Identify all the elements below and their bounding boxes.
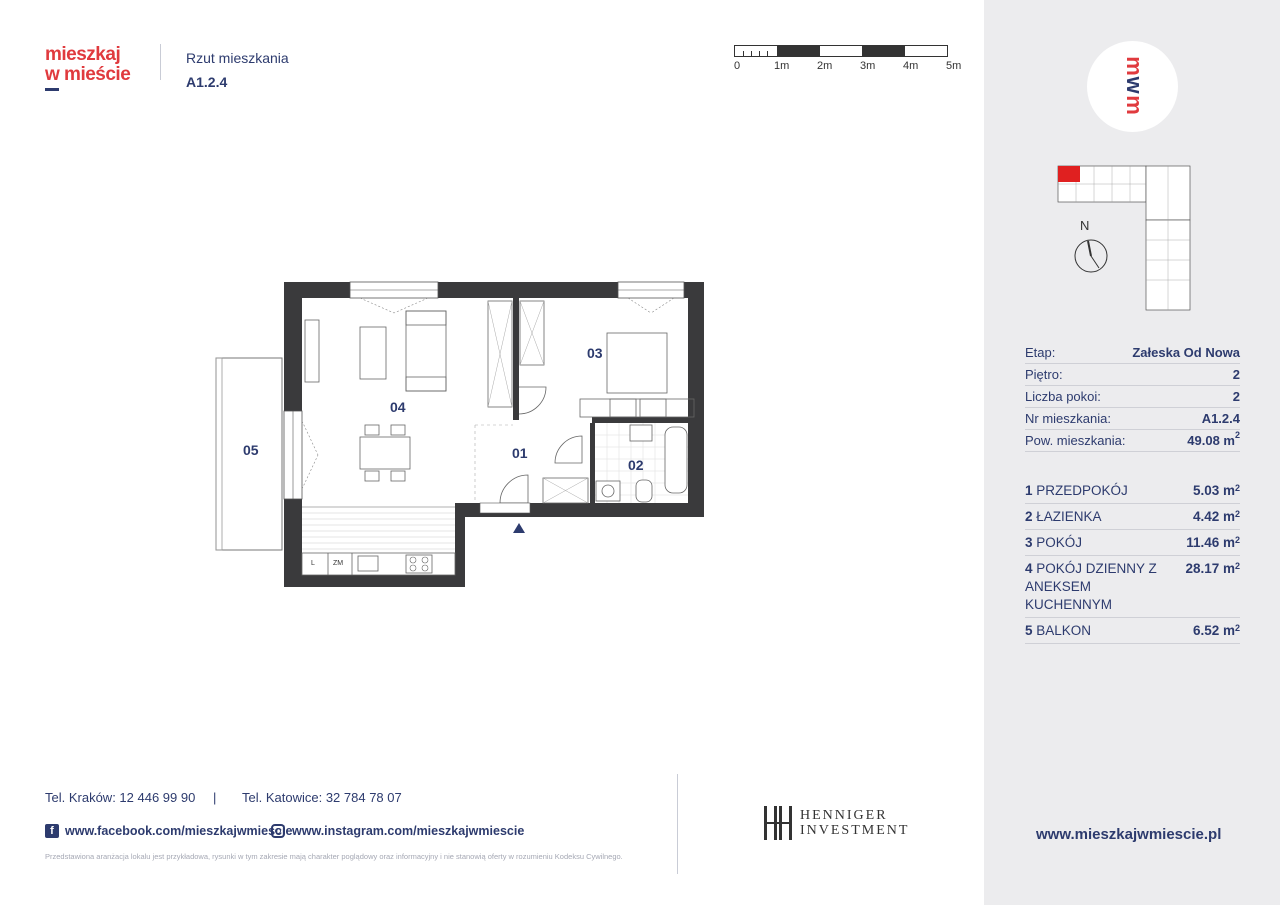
room-area-exponent: 2 (1234, 483, 1240, 493)
floor-plan-drawing (210, 275, 710, 595)
room-name: PRZEDPOKÓJ (1036, 483, 1128, 498)
info-value: 2 (1232, 389, 1240, 404)
info-row-floor (1025, 364, 1240, 386)
phone-katowice[interactable]: Tel. Katowice: 32 784 78 07 (242, 790, 402, 805)
room-area: 6.52 m (1192, 623, 1235, 638)
dining-table (360, 437, 410, 469)
key-plan (1056, 160, 1196, 320)
compass-north-label: N (1080, 218, 1090, 233)
room-number-04: 04 (390, 399, 406, 415)
room-index: 1 (1025, 483, 1033, 498)
partner-name-line2: INVESTMENT (800, 823, 910, 838)
sidebar (984, 0, 1280, 905)
partner-name-line1: HENNIGER (800, 808, 888, 823)
info-value: Załeska Od Nowa (1132, 345, 1240, 360)
brand-word-1: mieszkaj (45, 44, 121, 65)
henniger-logo (762, 806, 909, 840)
scale-label: 3m (860, 60, 876, 72)
area-unit-exponent: 2 (1234, 430, 1240, 440)
info-value (1187, 430, 1240, 448)
room-area: 4.42 m (1192, 509, 1235, 524)
room-area-exponent: 2 (1234, 509, 1240, 519)
scale-segment-2 (820, 46, 863, 56)
info-label: Piętro: (1025, 367, 1063, 382)
room-row (1025, 504, 1240, 530)
logo-letter: w (1122, 76, 1147, 94)
scale-label: 0 (734, 60, 741, 72)
room-name: POKÓJ (1036, 535, 1083, 550)
scale-label: 5m (946, 60, 962, 72)
room-row (1025, 530, 1240, 556)
key-plan-drawing (1056, 160, 1196, 320)
info-row-stage (1025, 342, 1240, 364)
bed (607, 333, 667, 393)
instagram-url: www.instagram.com/mieszkajwmiescie (292, 824, 525, 838)
instagram-icon (271, 824, 285, 838)
room-number-02: 02 (628, 457, 644, 473)
room-index: 3 (1025, 535, 1033, 550)
room-area-exponent: 2 (1234, 623, 1240, 633)
header-divider (160, 44, 161, 80)
room-name: POKÓJ DZIENNY Z ANEKSEM KUCHENNYM (1025, 561, 1157, 612)
phone-separator: | (213, 790, 217, 805)
brand-word-2: w mieście (45, 64, 131, 85)
disclaimer: Przedstawiona aranżacja lokalu jest przykładowa, rysunki w tym zakresie mają charakter poglądowy oraz informacyjny i nie stanowią oferty w rozumieniu Kodeksu Cywilnego. (45, 852, 623, 861)
room-index: 4 (1025, 561, 1033, 576)
info-row-rooms (1025, 386, 1240, 408)
room-name: ŁAZIENKA (1036, 509, 1102, 524)
room-number-05: 05 (243, 442, 259, 458)
logo-letter: m (1122, 56, 1147, 76)
facebook-url: www.facebook.com/mieszkajwmiescie (65, 824, 293, 838)
room-number-01: 01 (512, 445, 528, 461)
room-number-03: 03 (587, 345, 603, 361)
room-area: 5.03 m (1192, 483, 1235, 498)
info-row-area (1025, 430, 1240, 452)
facebook-link[interactable] (45, 822, 292, 840)
entrance-door (500, 475, 528, 503)
bedroom-door (519, 387, 546, 414)
room-list (1025, 478, 1240, 644)
room-area-exponent: 2 (1234, 535, 1240, 545)
scale-labels (728, 60, 968, 74)
room-area: 28.17 m (1185, 561, 1235, 576)
room-name: BALKON (1036, 623, 1092, 638)
info-label: Nr mieszkania: (1025, 411, 1111, 426)
footer-divider (677, 774, 678, 874)
scale-segment-1 (778, 46, 821, 56)
website-link[interactable]: www.mieszkajwmiescie.pl (1036, 826, 1222, 843)
kitchen-label-l: L (311, 560, 315, 567)
washbasin (630, 425, 652, 441)
key-plan-highlight (1058, 166, 1080, 182)
info-label: Etap: (1025, 345, 1056, 360)
room-index: 2 (1025, 509, 1033, 524)
kitchen-label-zm: ZM (333, 560, 344, 567)
entrance-arrow (513, 523, 525, 533)
instagram-link[interactable] (271, 822, 524, 840)
washing-machine (596, 481, 620, 501)
scale-bar (734, 45, 948, 57)
toilet (636, 480, 652, 502)
floor-plan (210, 275, 710, 595)
room-index: 5 (1025, 623, 1033, 638)
room-area-exponent: 2 (1234, 561, 1240, 571)
room-row (1025, 478, 1240, 504)
info-row-number (1025, 408, 1240, 430)
scale-label: 4m (903, 60, 919, 72)
info-value: A1.2.4 (1201, 411, 1240, 426)
scale-segment-3 (863, 46, 906, 56)
brand-underline (45, 88, 59, 91)
plan-code: A1.2.4 (186, 74, 228, 90)
henniger-monogram-icon (762, 806, 794, 840)
info-value: 2 (1232, 367, 1240, 382)
bathtub (665, 427, 687, 493)
scale-label: 2m (817, 60, 833, 72)
scale-label: 1m (774, 60, 790, 72)
info-label: Pow. mieszkania: (1025, 433, 1126, 448)
kitchen-floor-lines (302, 513, 455, 549)
logo-letter: m (1122, 95, 1147, 115)
sofa (406, 311, 446, 391)
info-label: Liczba pokoi: (1025, 389, 1101, 404)
apartment-info (1025, 342, 1240, 452)
mwm-logo (1087, 41, 1178, 132)
room-row (1025, 618, 1240, 644)
phone-krakow[interactable]: Tel. Kraków: 12 446 99 90 (45, 790, 196, 805)
scale-segment-0 (735, 46, 778, 56)
scale-segment-4 (905, 46, 947, 56)
facebook-icon: f (45, 824, 59, 838)
area-value: 49.08 m (1187, 433, 1235, 448)
room-row (1025, 556, 1240, 618)
room-area: 11.46 m (1186, 535, 1235, 550)
coffee-table (360, 327, 386, 379)
brand-logo (45, 44, 155, 96)
plan-label: Rzut mieszkania (186, 50, 289, 66)
tv-unit (305, 320, 319, 382)
